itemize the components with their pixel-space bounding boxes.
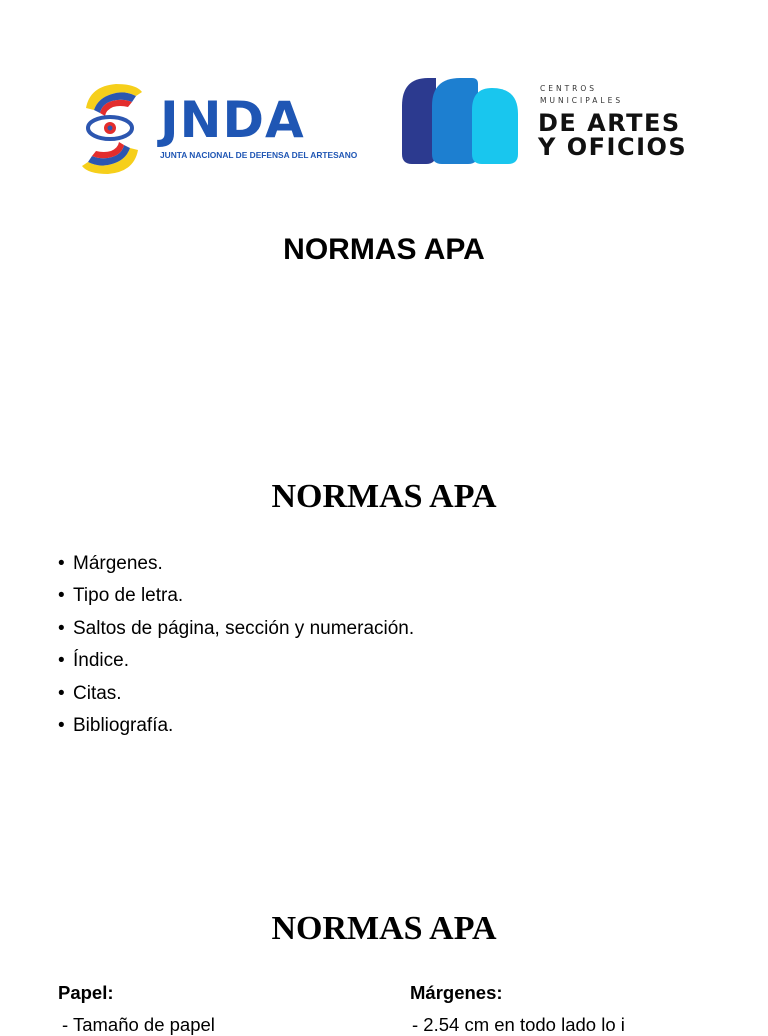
bullet-icon: • bbox=[58, 553, 65, 574]
centros-municipales-logo bbox=[402, 76, 692, 168]
slide-2 bbox=[0, 400, 768, 840]
centros-line4: Y OFICIOS bbox=[538, 133, 688, 161]
slide-1-title: NORMAS APA bbox=[283, 233, 485, 266]
bullet-icon: • bbox=[58, 682, 65, 704]
margenes-heading: Márgenes: bbox=[410, 982, 503, 1003]
list-item: • Tipo de letra. bbox=[58, 580, 414, 612]
bullet-icon: • bbox=[58, 714, 65, 736]
bullet-icon: • bbox=[58, 585, 65, 607]
centros-line2: MUNICIPALES bbox=[540, 96, 624, 105]
centros-municipales-arch-emblem bbox=[402, 76, 520, 166]
slide-2-title: NORMAS APA bbox=[271, 478, 497, 515]
bullet-icon: • bbox=[58, 617, 65, 639]
papel-heading: Papel: bbox=[58, 982, 114, 1003]
topic-list bbox=[58, 548, 414, 742]
bullet-icon: • bbox=[58, 650, 65, 672]
list-item: • Márgenes. bbox=[58, 548, 414, 580]
jnda-logo bbox=[76, 80, 358, 180]
slide-3 bbox=[0, 840, 768, 1035]
centros-line1: CENTROS bbox=[540, 84, 598, 93]
jnda-hands-eye-emblem bbox=[76, 80, 148, 178]
list-item: • Bibliografía. bbox=[58, 710, 414, 742]
margenes-first-line: - 2.54 cm en todo lado lo i bbox=[412, 1014, 625, 1035]
list-item: • Citas. bbox=[58, 678, 414, 710]
centros-line3: DE ARTES bbox=[538, 109, 681, 137]
papel-first-line: - Tamaño de papel bbox=[62, 1014, 215, 1035]
slide-3-title: NORMAS APA bbox=[271, 910, 497, 947]
jnda-subtitle: JUNTA NACIONAL DE DEFENSA DEL ARTESANO bbox=[160, 150, 358, 160]
slide-1 bbox=[0, 0, 768, 400]
list-item: • Índice. bbox=[58, 645, 414, 677]
jnda-wordmark: JNDA bbox=[160, 91, 305, 149]
list-item: • Saltos de página, sección y numeración. bbox=[58, 613, 414, 645]
